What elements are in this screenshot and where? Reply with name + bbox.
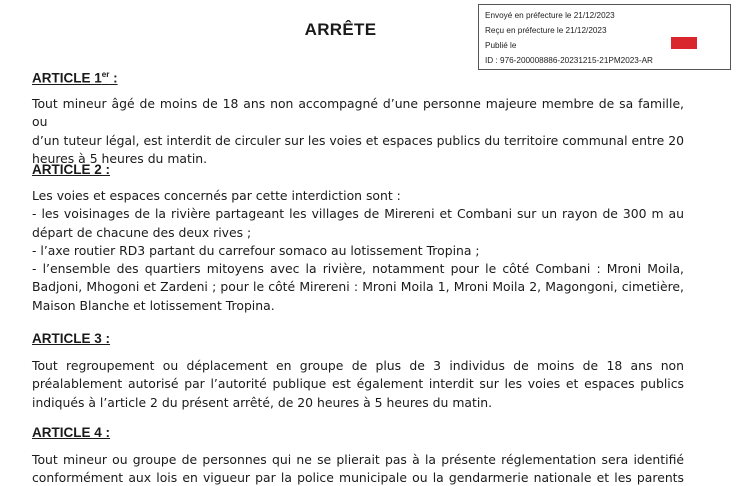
stamp-published: Publié le	[485, 41, 517, 50]
article-3-line: préalablement autorisé par l’autorité publique est également interdit sur les voies et espaces publics	[32, 376, 684, 392]
article-4-line: Tout mineur ou groupe de personnes qui ne se plierait pas à la présente réglementation sera identifié	[32, 452, 684, 467]
article-2-line: - l’axe routier RD3 partant du carrefour somaco au lotissement Tropina ;	[32, 242, 480, 258]
article-1-line: d’un tuteur légal, est interdit de circuler sur les voies et espaces publics du territoire communal entre 20	[32, 132, 684, 148]
berger-levrault-logo-icon	[671, 37, 697, 49]
article-3-heading: ARTICLE 3 :	[32, 331, 111, 346]
stamp-received-date: Reçu en préfecture le 21/12/2023	[485, 26, 607, 35]
article-2-line: Les voies et espaces concernés par cette interdiction sont :	[32, 188, 401, 203]
stamp-sent-date: Envoyé en préfecture le 21/12/2023	[485, 11, 615, 20]
article-2-line: Badjoni, Mhogoni et Zardeni ; pour le côté Mirereni : Mroni Moila 1, Mroni Moila 2, Magongoni, cimetière,	[32, 279, 684, 295]
article-3-line: Tout regroupement ou déplacement en groupe de plus de 3 individus de moins de 18 ans non	[32, 358, 684, 373]
document-title: ARRÊTE	[304, 20, 377, 39]
article-3-text	[32, 357, 684, 412]
article-4-heading: ARTICLE 4 :	[32, 425, 111, 440]
article-3-line: indiqués à l’article 2 du présent arrêté, de 20 heures à 5 heures du matin.	[32, 394, 493, 410]
article-2-line: - les voisinages de la rivière partageant les villages de Mirereni et Combani sur un rayon de 300 m au	[32, 206, 684, 222]
prefecture-stamp	[478, 4, 731, 70]
article-2-line: départ de chacune des deux rives ;	[32, 224, 252, 240]
article-1-heading: ARTICLE 1er :	[32, 70, 118, 86]
article-4-line: conformément aux lois en vigueur par la police municipale ou la gendarmerie nationale et les parents	[32, 470, 684, 486]
article-2-text	[32, 187, 684, 315]
article-2-heading: ARTICLE 2 :	[32, 162, 111, 177]
article-2-line: Maison Blanche et lotissement Tropina.	[32, 297, 275, 313]
article-2-line: - l’ensemble des quartiers mitoyens avec la rivière, notamment pour le côté Combani : Mroni Moila,	[32, 261, 684, 277]
article-1-line: heures à 5 heures du matin.	[32, 150, 208, 166]
article-1-line: Tout mineur âgé de moins de 18 ans non accompagné d’une personne majeure membre de sa famille, ou	[32, 96, 684, 130]
stamp-id: ID : 976-200008886-20231215-21PM2023-AR	[485, 56, 653, 65]
article-4-text	[32, 451, 684, 486]
article-1-text	[32, 95, 684, 168]
